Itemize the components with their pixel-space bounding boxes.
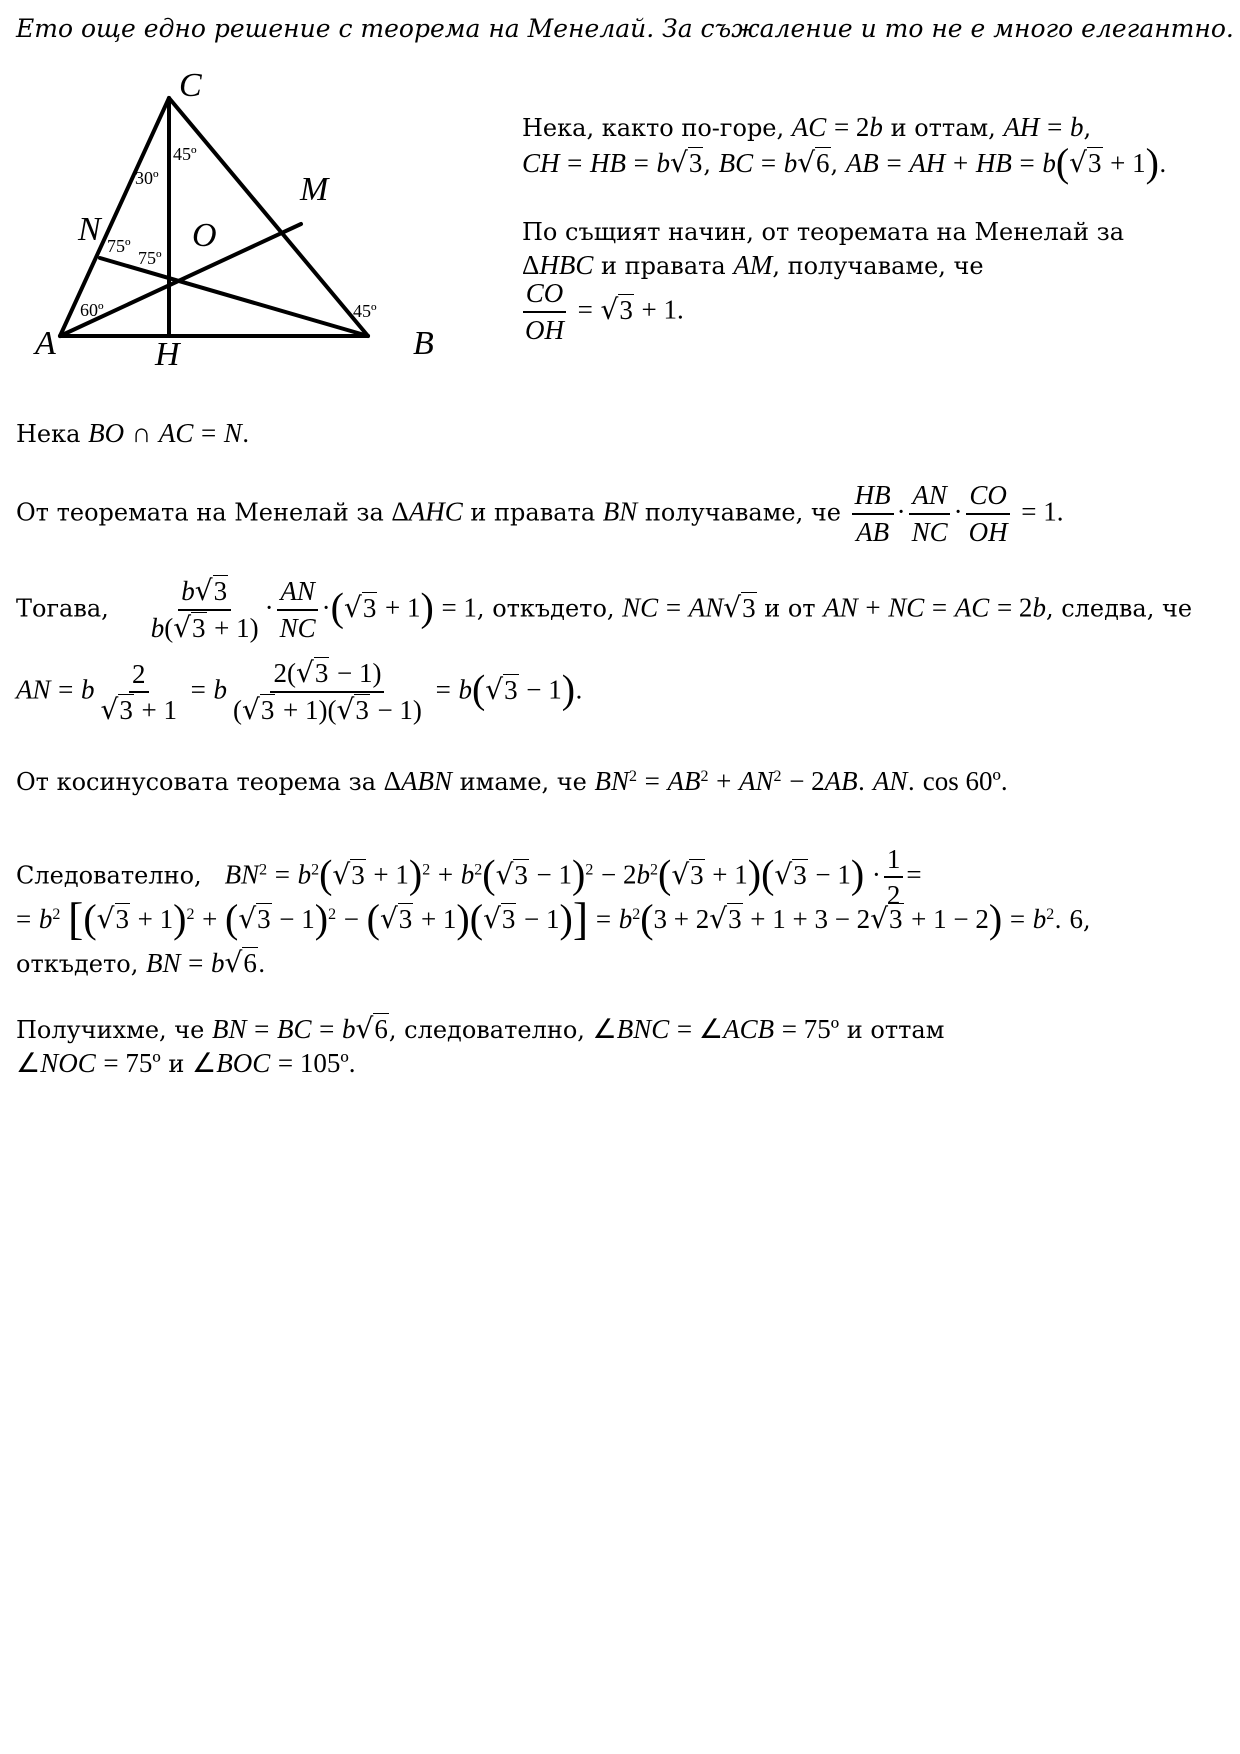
label-n: N [78, 211, 101, 248]
para-7: = $b^2$ $[(√3 + 1)^2 + (√3 - 1)^2 - (√3 + 1)(√3 - 1)] = b^2(3 + 2√3 + 1 + 3 - 2√3 + 1 - 2) = b^2$. 6, [16, 893, 1091, 944]
para-9: Получихме, че BN = BC = b√6, следователно, ∠BNC = ∠ACB = 75º и оттам [16, 1012, 945, 1045]
label-o: O [192, 217, 217, 254]
angle-45-b: 45º [353, 301, 377, 321]
intro-text: Ето още едно решение с теорема на Менелай. За съжаление и то не е много елегантно. [16, 14, 1234, 43]
angle-30: 30º [135, 168, 159, 188]
para-5: От косинусовата теорема за ΔABN имаме, че $BN^2 = AB^2 + AN^2 - 2AB$. AN. cos 60º. [16, 766, 1008, 796]
triangle-figure [28, 72, 458, 372]
para-3: Тогава, $\frac{b√3}{b(√3 + 1)}$ · $\frac{AN}{NC}$ ·(√3 + 1) = 1, откъдето, NC = AN√3 и от AN + NC = AC = 2b, следва, че [16, 574, 1193, 644]
label-a: A [35, 325, 56, 362]
label-m: M [300, 171, 329, 208]
para-10: ∠NOC = 75º и ∠BOC = 105º. [16, 1048, 356, 1078]
para-8: откъдето, BN = b√6. [16, 946, 266, 979]
side-line-3: По същият начин, от теоремата на Менелай за [522, 218, 1125, 246]
para-6: Следователно, $BN^2 = b^2(√3 + 1)^2 + b^2(√3 - 1)^2 - 2b^2(√3 + 1)(√3 - 1)$ · $\frac{1}{2}$ = [16, 844, 922, 910]
angle-45-top: 45º [173, 144, 197, 164]
side-line-4: ΔHBC и правата AM, получаваме, че [522, 250, 984, 280]
side-line-2: CH = HB = b√3, BC = b√6, AB = AH + HB = b(√3 + 1). [522, 140, 1167, 185]
label-h: H [155, 336, 180, 372]
para-2: От теоремата на Менелай за ΔAHC и правата BN получаваме, че $\frac{HB}{AB}$ · $\frac{AN}{NC}$ · $\frac{CO}{OH}$ = 1. [16, 480, 1064, 547]
side-line-1: Нека, както по-горе, AC = 2b и оттам, AH = b, [522, 112, 1092, 142]
para-4: AN = b $\frac{2}{√3 + 1}$ = b $\frac{2(√3 - 1)}{(√3 + 1)(√3 - 1)}$ = b(√3 − 1). [16, 656, 583, 726]
para-1: Нека BO ∩ AC = N. [16, 418, 250, 448]
angle-75-n: 75º [107, 236, 131, 256]
label-b: B [413, 325, 434, 362]
angle-75-o: 75º [138, 248, 162, 268]
side-line-5: $\frac{CO}{OH}$ = √3 + 1. [522, 276, 684, 348]
angle-60: 60º [80, 300, 104, 320]
label-c: C [179, 72, 202, 104]
